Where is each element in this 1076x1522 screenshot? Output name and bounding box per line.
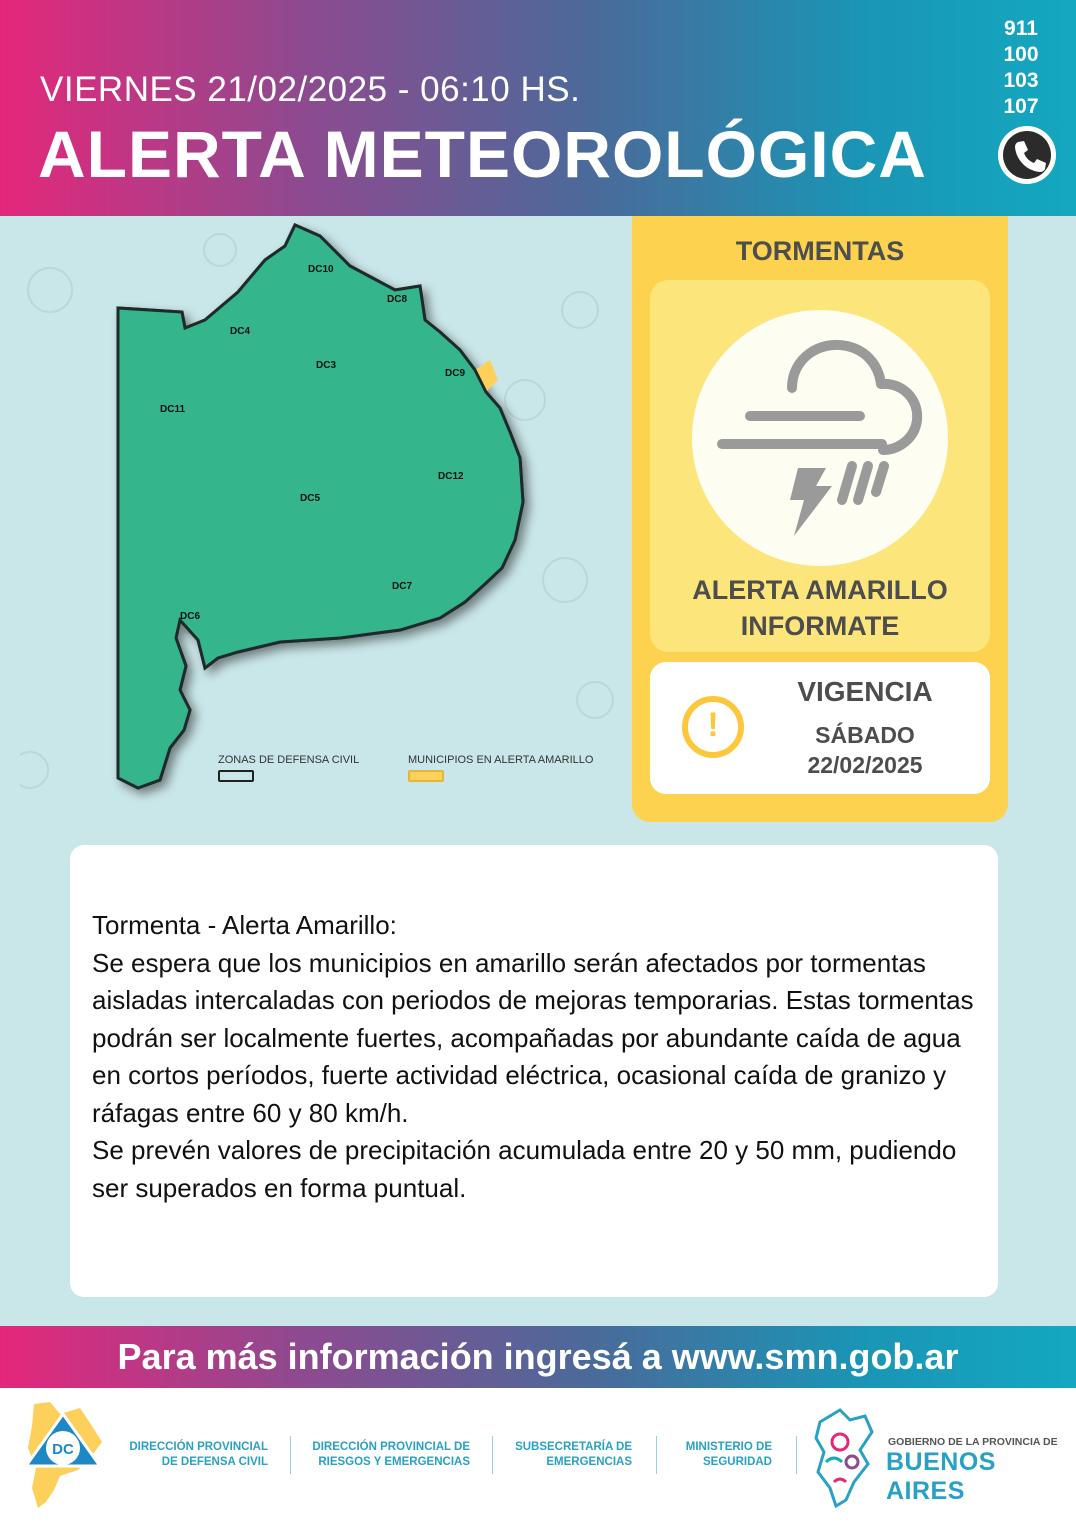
zone-label-dc4: DC4 — [230, 326, 251, 337]
dc-logo-text: DC — [52, 1441, 74, 1458]
zone-label-dc6: DC6 — [180, 611, 201, 622]
legend-zones-label: ZONAS DE DEFENSA CIVIL — [218, 754, 360, 766]
org-ministerio — [664, 1440, 772, 1470]
info-banner — [0, 1326, 1076, 1388]
phone-number: 100 — [1003, 43, 1039, 66]
gov-caption: GOBIERNO DE LA PROVINCIA DE — [888, 1436, 1058, 1448]
vigencia-date-value: 22/02/2025 — [807, 752, 923, 778]
alert-panel — [632, 216, 1008, 822]
legend-municipios-swatch — [408, 770, 444, 782]
description-box — [70, 845, 998, 1297]
divider — [796, 1436, 797, 1474]
defensa-civil-logo — [20, 1398, 106, 1510]
date-line: VIERNES 21/02/2025 - 06:10 HS. — [40, 70, 581, 109]
emergency-numbers — [996, 16, 1046, 120]
alert-type: TORMENTAS — [735, 236, 905, 266]
org-defensa-civil — [110, 1440, 268, 1470]
org-line: RIESGOS Y EMERGENCIAS — [318, 1456, 470, 1468]
vigencia-card — [650, 662, 990, 794]
org-riesgos — [300, 1440, 470, 1470]
province-map — [20, 220, 620, 820]
divider — [492, 1436, 493, 1474]
thunderstorm-icon — [692, 310, 948, 566]
description-heading: Tormenta - Alerta Amarillo: — [92, 910, 397, 940]
legend-zones-swatch — [218, 770, 254, 782]
buenos-aires-emblem-icon — [810, 1402, 880, 1508]
description-text — [92, 907, 982, 1207]
zone-label-dc9: DC9 — [445, 368, 466, 379]
phone-icon — [998, 126, 1056, 184]
org-subsecretaria — [500, 1440, 632, 1470]
description-paragraph: Se prevén valores de precipitación acumulada entre 20 y 50 mm, pudiendo ser superados en forma puntual. — [92, 1135, 957, 1203]
zone-label-dc5: DC5 — [300, 493, 321, 504]
info-link-text[interactable]: Para más información ingresá a www.smn.gob.ar — [117, 1336, 959, 1377]
page-title: ALERTA METEOROLÓGICA — [38, 117, 927, 191]
vigencia-title: VIGENCIA — [797, 676, 933, 707]
divider — [290, 1436, 291, 1474]
zone-label-dc3: DC3 — [316, 360, 337, 371]
org-line: DIRECCIÓN PROVINCIAL — [129, 1441, 268, 1453]
phone-number: 103 — [1003, 69, 1039, 92]
divider — [656, 1436, 657, 1474]
zone-label-dc12: DC12 — [438, 471, 464, 482]
org-line: DE DEFENSA CIVIL — [161, 1456, 268, 1468]
phone-number: 911 — [1004, 17, 1038, 40]
alert-level-line: ALERTA AMARILLO — [692, 575, 948, 605]
org-line: SEGURIDAD — [702, 1456, 772, 1468]
header-banner — [0, 0, 1076, 216]
gov-name: BUENOS AIRES — [886, 1448, 996, 1505]
zone-label-dc8: DC8 — [387, 294, 408, 305]
phone-number: 107 — [1003, 95, 1039, 118]
org-line: EMERGENCIAS — [546, 1456, 632, 1468]
zone-label-dc7: DC7 — [392, 581, 413, 592]
legend-municipios-label: MUNICIPIOS EN ALERTA AMARILLO — [408, 754, 594, 766]
alert-level — [650, 572, 990, 644]
warning-icon: ! — [682, 696, 744, 758]
description-paragraph: Se espera que los municipios en amarillo serán afectados por tormentas aisladas intercaladas con periodos de mejoras temporarias. Estas tormentas podrán ser localmente fuertes, acompañadas por abundante caída de agua en cortos períodos, fuerte actividad eléctrica, ocasional caída de granizo y ráfagas entre 60 y 80 km/h. — [92, 947, 974, 1128]
org-line: DIRECCIÓN PROVINCIAL DE — [312, 1441, 470, 1453]
vigencia-day: SÁBADO — [815, 722, 915, 748]
zone-label-dc11: DC11 — [160, 404, 186, 415]
alert-level-line: INFORMATE — [740, 611, 900, 641]
zone-label-dc10: DC10 — [308, 264, 334, 275]
logo-strip — [0, 1388, 1076, 1522]
org-line: MINISTERIO DE — [685, 1441, 772, 1453]
alert-card — [650, 280, 990, 652]
org-line: SUBSECRETARÍA DE — [515, 1441, 632, 1453]
vigencia-date — [740, 720, 990, 780]
